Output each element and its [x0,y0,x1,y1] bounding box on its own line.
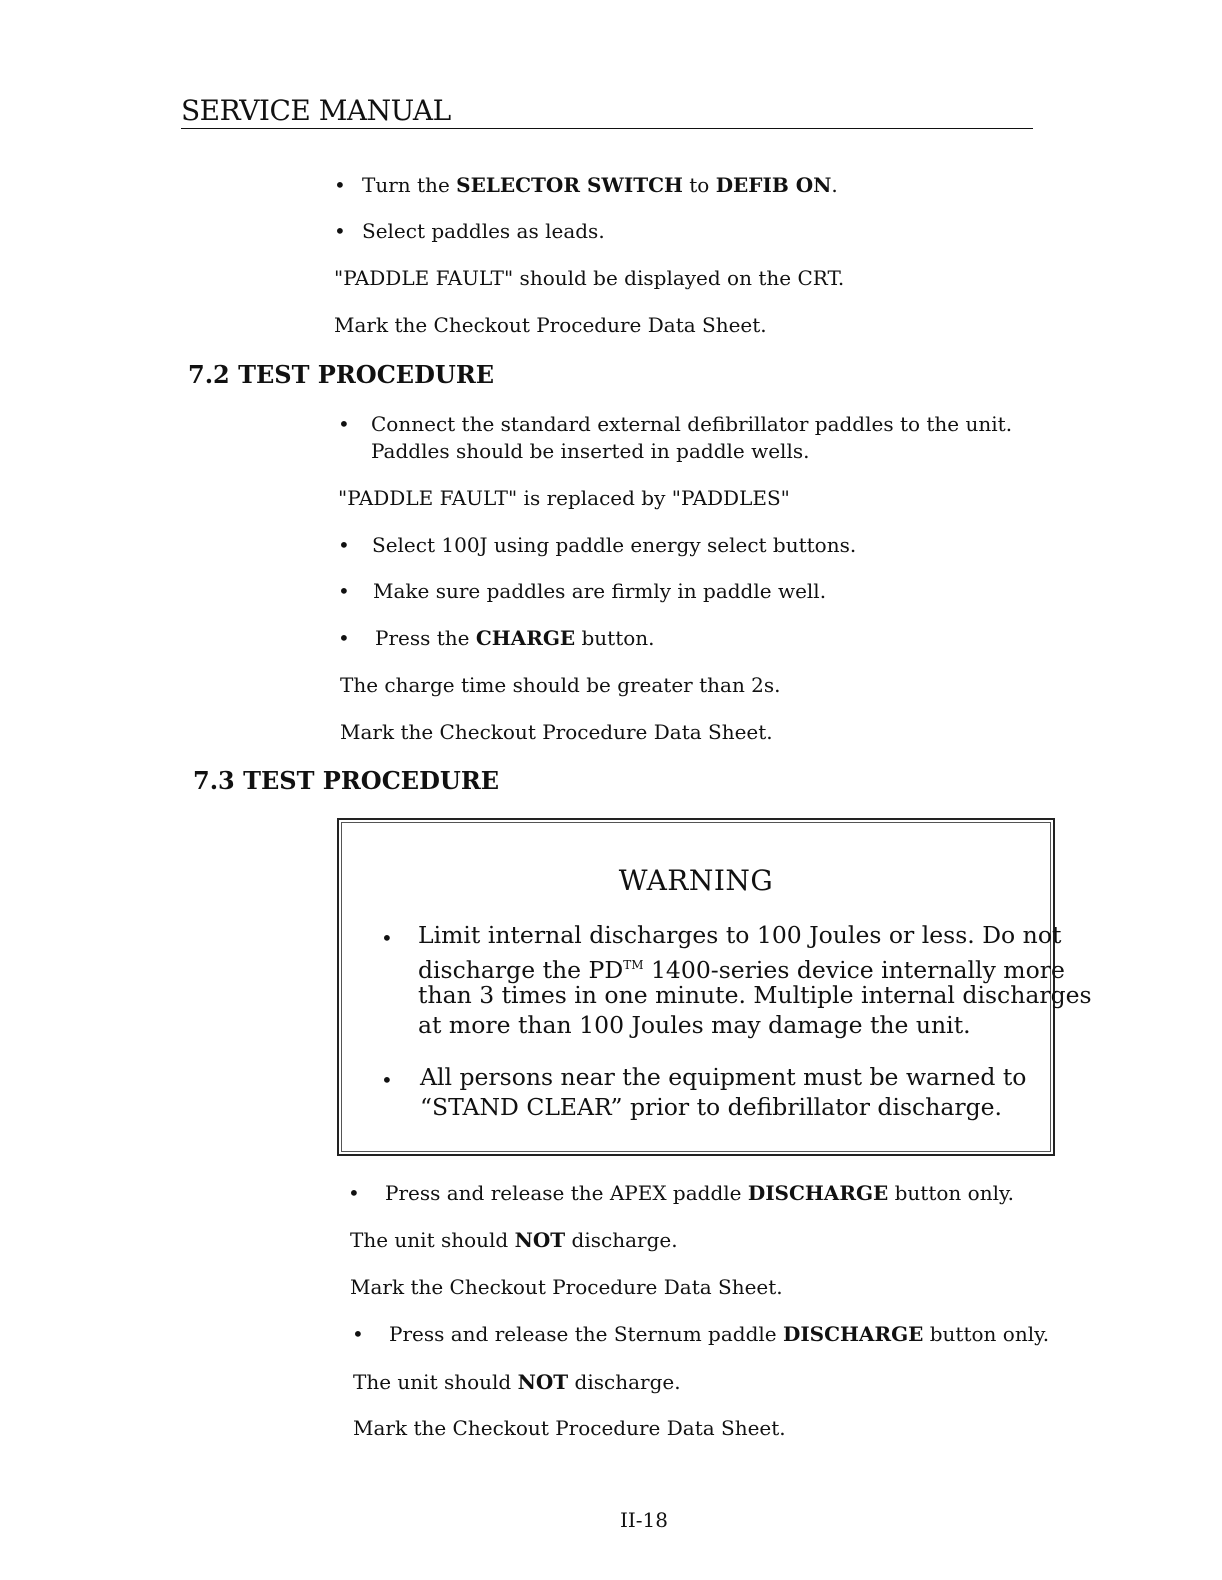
text-bold: DEFIB ON [715,173,832,197]
warning-line: All persons near the equipment must be warned to [420,1063,1027,1091]
list-item [334,219,605,243]
text: Turn the [362,173,457,197]
text: Press and release the Sternum paddle [389,1322,783,1346]
section-heading: 7.3 TEST PROCEDURE [193,766,500,795]
text-bold: NOT [514,1228,566,1252]
warning-title: WARNING [618,864,774,897]
bullet-icon: • [338,412,350,436]
warning-box [337,818,1092,1156]
paragraph [353,1370,681,1394]
text: button only. [923,1322,1050,1346]
bullet-icon: • [338,533,350,557]
paragraph: The charge time should be greater than 2s. [340,673,781,697]
text: Connect the standard external defibrillator paddles to the unit. [371,412,1013,436]
list-item [348,1181,1014,1205]
paragraph [350,1228,678,1252]
warning-line: than 3 times in one minute. Multiple internal discharges [418,981,1092,1009]
list-item [338,412,1012,436]
list-item [352,1322,1049,1346]
warning-line: at more than 100 Joules may damage the unit. [418,1011,971,1039]
text: discharge. [568,1370,681,1394]
text-bold: CHARGE [475,626,576,650]
text-bold: SELECTOR SWITCH [456,173,683,197]
paragraph: Mark the Checkout Procedure Data Sheet. [350,1275,783,1299]
text: Press and release the APEX paddle [385,1181,748,1205]
bullet-icon: • [334,219,346,243]
text-bold: NOT [517,1370,569,1394]
list-item-continuation: Paddles should be inserted in paddle wells. [371,439,810,463]
text: Press the [375,626,476,650]
page-header-title: SERVICE MANUAL [181,94,451,127]
bullet-icon: • [334,173,346,197]
paragraph: "PADDLE FAULT" is replaced by "PADDLES" [338,486,790,510]
trademark: TM [623,958,644,972]
text: 1400-series device internally more [643,955,1065,984]
text-bold: DISCHARGE [747,1181,889,1205]
text-bold: DISCHARGE [782,1322,924,1346]
bullet-icon: • [381,1068,393,1092]
list-item [338,579,826,603]
text: . [831,173,838,197]
bullet-icon: • [338,626,350,650]
paragraph: "PADDLE FAULT" should be displayed on the CRT. [334,266,845,290]
bullet-icon: • [381,926,393,950]
header-rule [181,128,1033,129]
text: The unit should [350,1228,515,1252]
text: button. [575,626,655,650]
paragraph: Mark the Checkout Procedure Data Sheet. [353,1416,786,1440]
bullet-icon: • [348,1181,360,1205]
list-item [338,533,856,557]
list-item [334,173,838,197]
text: The unit should [353,1370,518,1394]
warning-line: Limit internal discharges to 100 Joules or less. Do not [418,921,1062,949]
paragraph: Mark the Checkout Procedure Data Sheet. [334,313,767,337]
warning-line: “STAND CLEAR” prior to defibrillator discharge. [420,1093,1002,1121]
text: to [682,173,716,197]
text: Select 100J using paddle energy select buttons. [372,533,857,557]
text: button only. [888,1181,1014,1205]
bullet-icon: • [338,579,350,603]
text: Make sure paddles are firmly in paddle well. [373,579,827,603]
text: Select paddles as leads. [362,219,605,243]
text: discharge. [565,1228,678,1252]
list-item [338,626,655,650]
section-heading: 7.2 TEST PROCEDURE [188,360,495,389]
bullet-icon: • [352,1322,364,1346]
paragraph: Mark the Checkout Procedure Data Sheet. [340,720,773,744]
page-number: II-18 [620,1508,669,1532]
text: discharge the PD [418,955,624,984]
